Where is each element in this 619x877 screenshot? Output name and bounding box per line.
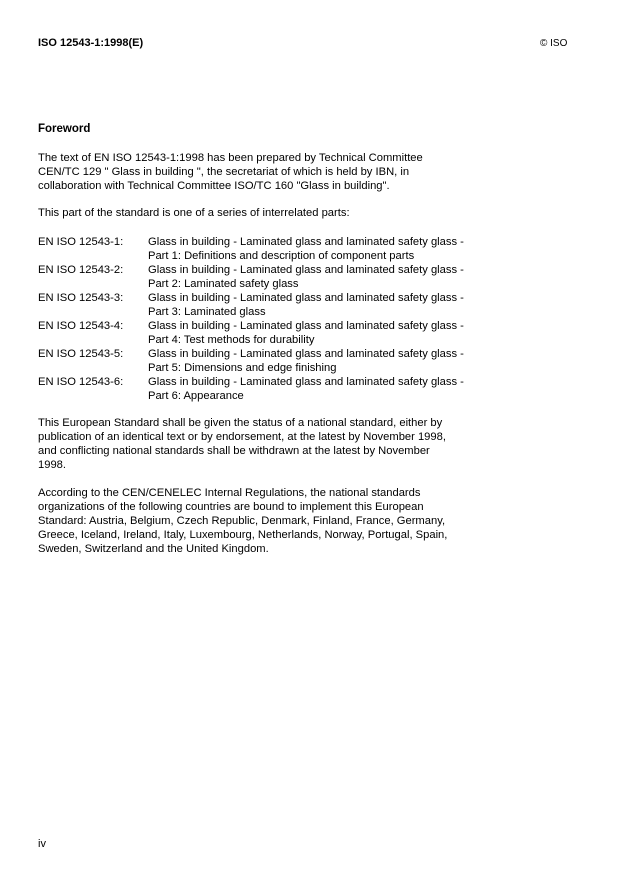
part-id: EN ISO 12543-5: [38, 348, 124, 360]
part-id: EN ISO 12543-6: [38, 376, 124, 388]
part-title: Glass in building - Laminated glass and laminated safety glass - Part 5: Dimensions and edge finishing [148, 348, 464, 374]
part-item [38, 235, 578, 263]
page-number: iv [38, 838, 46, 850]
foreword-paragraph-3: This European Standard shall be given the status of a national standard, either by publication of an identical text or by endorsement, at the latest by November 1998, and conflicting national standards shall be withdrawn at the latest by November 1998. [38, 417, 446, 471]
part-title: Glass in building - Laminated glass and laminated safety glass - Part 6: Appearance [148, 376, 464, 402]
part-item [38, 319, 578, 347]
foreword-paragraph-4: According to the CEN/CENELEC Internal Regulations, the national standards organizations of the following countries are bound to implement this European Standard: Austria, Belgium, Czech Republic, Denmark, Finland, France, Germany, Greece, Iceland, Ireland, Italy, Luxembourg, Netherlands, Norway, Portugal, Spain, Sweden, Switzerland and the United Kingdom. [38, 487, 448, 555]
part-item [38, 347, 578, 375]
part-title: Glass in building - Laminated glass and laminated safety glass - Part 1: Definitions and description of component parts [148, 236, 464, 262]
part-id: EN ISO 12543-3: [38, 292, 124, 304]
copyright-notice: © ISO [540, 38, 568, 49]
part-item [38, 291, 578, 319]
document-id: ISO 12543-1:1998(E) [38, 37, 144, 49]
part-title: Glass in building - Laminated glass and laminated safety glass - Part 3: Laminated glass [148, 292, 464, 318]
foreword-paragraph-2: This part of the standard is one of a series of interrelated parts: [38, 207, 350, 219]
part-item [38, 375, 578, 403]
part-title: Glass in building - Laminated glass and laminated safety glass - Part 2: Laminated safety glass [148, 264, 464, 290]
foreword-heading: Foreword [38, 123, 91, 135]
part-id: EN ISO 12543-1: [38, 236, 124, 248]
part-id: EN ISO 12543-4: [38, 320, 124, 332]
parts-list [38, 235, 578, 403]
foreword-paragraph-1: The text of EN ISO 12543-1:1998 has been prepared by Technical Committee CEN/TC 129 " Glass in building ", the secretariat of which is held by IBN, in collaboration with Technical Committee ISO/TC 160 "Glass in building". [38, 152, 423, 192]
part-title: Glass in building - Laminated glass and laminated safety glass - Part 4: Test methods for durability [148, 320, 464, 346]
part-id: EN ISO 12543-2: [38, 264, 124, 276]
part-item [38, 263, 578, 291]
